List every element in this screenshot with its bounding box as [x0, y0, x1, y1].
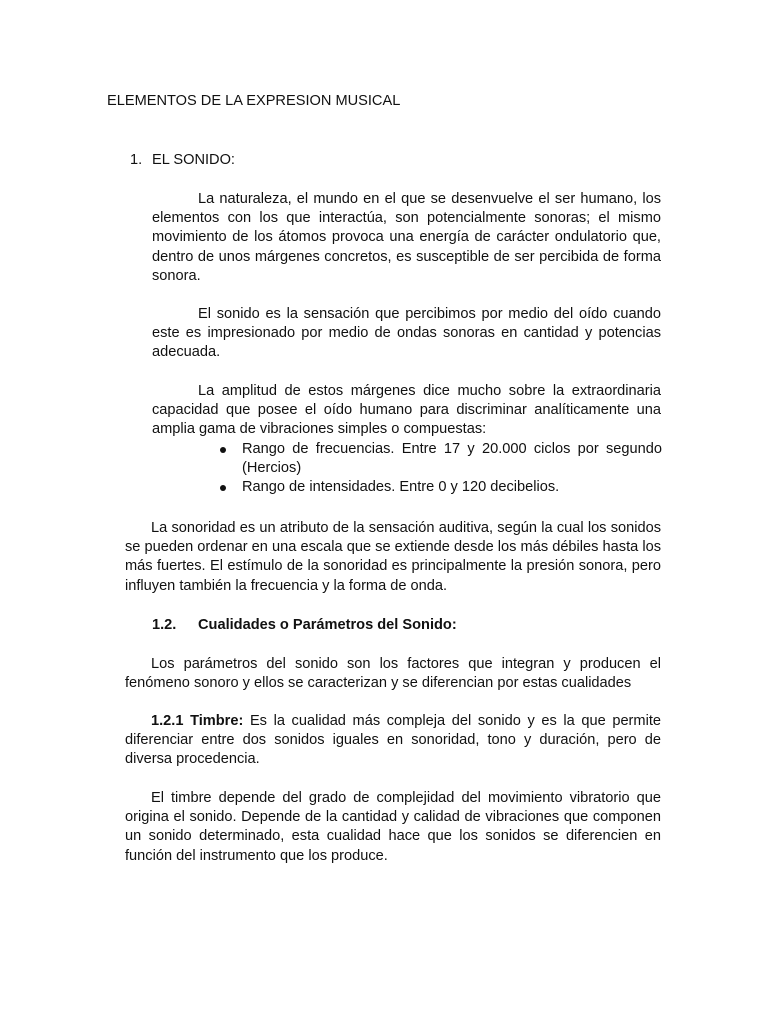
section-heading-text: EL SONIDO: [152, 152, 235, 168]
subsection-number: 1.2. [152, 617, 177, 633]
section-heading-el-sonido [130, 151, 235, 170]
subsection-heading-cualidades [152, 616, 457, 635]
paragraph-timbre-depende: El timbre depende del grado de complejidad del movimiento vibratorio que origina el sonido. Depende de la cantidad y calidad de vibraciones que componen un sonido determinado, esta cualidad hace que los sonidos se diferencien en función del instrumento que los produce. [125, 790, 661, 864]
paragraph-parametros: Los parámetros del sonido son los factores que integran y producen el fenómeno sonoro y ellos se caracterizan y se diferencian por estas cualidades [125, 656, 661, 692]
list-item [218, 478, 662, 497]
paragraph-timbre [125, 712, 661, 770]
bullet-list-rangos [218, 440, 662, 498]
paragraph-naturaleza: La naturaleza, el mundo en el que se desenvuelve el ser humano, los elementos con los que interactúa, son potencialmente sonoras; el mismo movimiento de los átomos provoca una energía de carácter ondulatorio que, dentro de unos márgenes concretos, es susceptible de ser percibida de forma sonora. [152, 191, 661, 284]
timbre-label: 1.2.1 Timbre: [151, 713, 244, 729]
paragraph-sonido-definicion: El sonido es la sensación que percibimos por medio del oído cuando este es impresionado por medio de ondas sonoras en cantidad y potencias adecuada. [152, 306, 661, 361]
list-item-text: Rango de frecuencias. Entre 17 y 20.000 ciclos por segundo (Hercios) [242, 441, 662, 477]
timbre-text: Es la cualidad más compleja del sonido y es la que permite diferenciar entre dos sonidos iguales en sonoridad, tono y duración, pero de diversa procedencia. [125, 713, 661, 768]
section-number: 1. [130, 152, 143, 168]
bullet-icon [220, 485, 226, 491]
document-title: ELEMENTOS DE LA EXPRESION MUSICAL [107, 93, 401, 109]
paragraph-sonoridad: La sonoridad es un atributo de la sensación auditiva, según la cual los sonidos se pueden ordenar en una escala que se extiende desde los más débiles hasta los más fuertes. El estímulo de la sonoridad es principalmente la presión sonora, pero influyen también la frecuencia y la forma de onda. [125, 520, 661, 594]
subsection-heading-text: Cualidades o Parámetros del Sonido: [198, 617, 457, 633]
list-item-text: Rango de intensidades. Entre 0 y 120 decibelios. [242, 479, 560, 496]
bullet-icon [220, 447, 226, 453]
paragraph-amplitud: La amplitud de estos márgenes dice mucho sobre la extraordinaria capacidad que posee el oído humano para discriminar analíticamente una amplia gama de vibraciones simples o compuestas: [152, 383, 661, 438]
list-item [218, 440, 662, 478]
